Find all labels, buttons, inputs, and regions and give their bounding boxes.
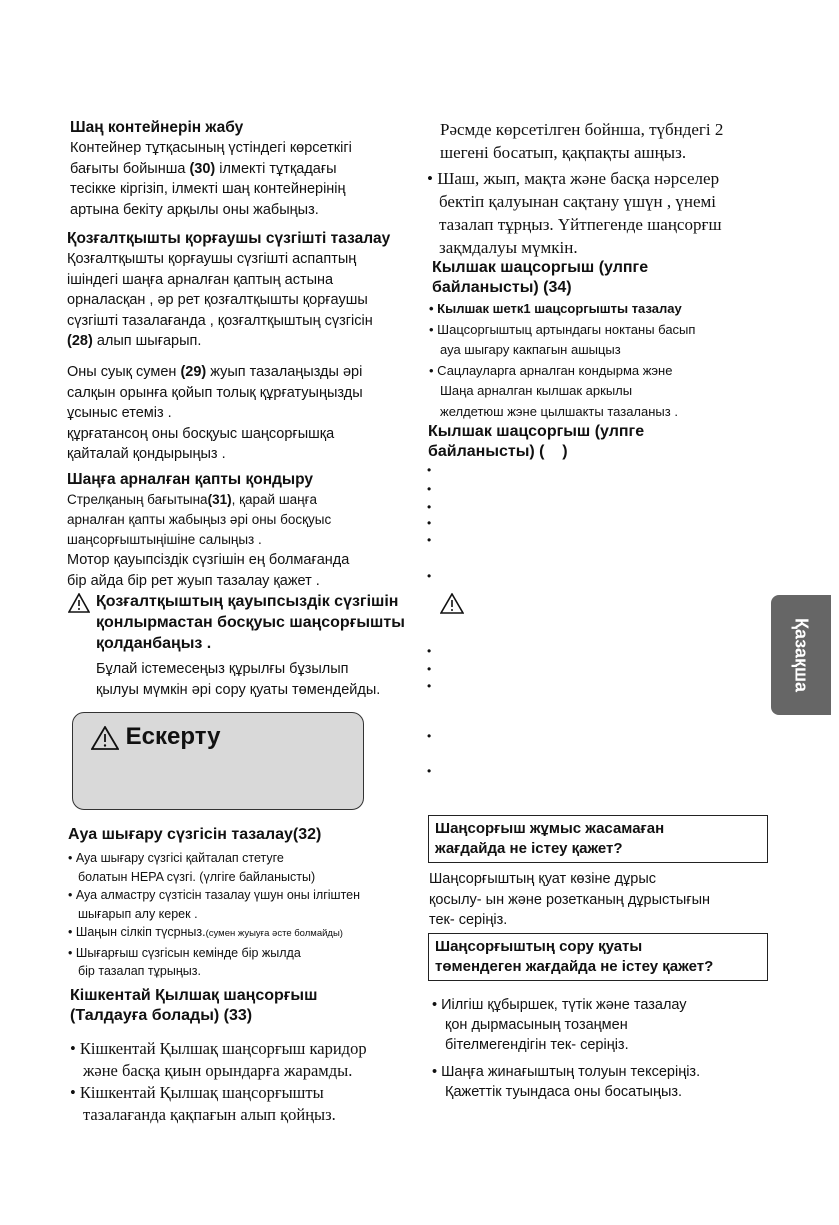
paragraph-line: шегені босатып, қақпақты ашңыз.	[440, 143, 687, 162]
paragraph-line: қайталай қондырыңыз .	[67, 446, 226, 462]
warning-line: қолданбаңыз .	[96, 635, 212, 652]
paragraph-line: Контейнер тұтқасының үстіндегі көрсеткігі	[70, 140, 352, 156]
list-item-cont: бір тазалап тұрыңыз.	[78, 964, 201, 978]
answer-low-suction	[432, 995, 700, 1102]
section-hair-bullet	[427, 167, 722, 259]
bullet-marker: •	[427, 764, 432, 778]
bullet-marker: •	[427, 533, 432, 547]
list-item: • Ауа алмастру сүзтісін тазалау үшун оны ілгіштен	[68, 888, 361, 902]
paragraph-line: тек- серіңіз.	[429, 912, 508, 928]
list-item-cont: болатын HEPA сүзгі. (үлгіге байланысты)	[78, 869, 316, 884]
paragraph-line: тесікке кіргізіп, ілмекті шаң контейнерінің	[70, 181, 346, 197]
section-washing	[67, 362, 363, 465]
paragraph-line: Қозғалтқышты қорғаушы сүзгішті аспаптың	[67, 251, 357, 267]
list-item-cont: ауа шыгару какпагын ашыцыз	[440, 342, 621, 357]
warning-line: Қозғалтқыштың қауыпсыздік сүзгішін	[96, 593, 399, 610]
list-item: • Кішкентай Қылшақ шаңсорғышты	[70, 1083, 324, 1102]
paragraph-line: салқын орынға қойып толық құрғатуыңызды	[67, 384, 363, 401]
section-title: Шаңға арналған қапты қондыру	[67, 471, 314, 488]
list-item-cont: зақмдалуы мүмкін.	[439, 238, 578, 257]
paragraph-line: Мотор қауыпсіздік сүзгішін ең болмағанда	[67, 552, 350, 568]
warning-text: қылуы мүмкін әрі сору қуаты төмендейды.	[96, 681, 381, 698]
bullet-marker: •	[427, 500, 432, 514]
bullet-marker: •	[427, 569, 432, 583]
list-item-cont: Шаңа арналган кылшак аркылы	[440, 383, 633, 398]
paragraph-line: бағыты бойынша (30) ілмекті тұтқадағы	[70, 160, 337, 177]
list-item: • Иілгіш құбыршек, түтік және тазалау	[432, 997, 687, 1013]
section-brush-1	[429, 258, 696, 422]
section-title: Кылшак шацсоргыш (улпге	[428, 423, 645, 440]
bullet-marker: •	[427, 644, 432, 658]
warning-text: Бұлай істемесеңыз құрылғы бұзылып	[96, 661, 349, 677]
section-dust-bag	[67, 470, 349, 591]
warning-icon	[91, 726, 119, 750]
list-item: • Шаш, жып, мақта және басқа нәрселер	[427, 169, 720, 188]
section-dust-container-close	[70, 118, 352, 220]
paragraph-line: орналасқан , әр рет қозғалтқышты қорғаушы	[67, 292, 368, 308]
section-title: (Талдауға болады) (33)	[70, 1007, 253, 1024]
list-item: • Сацлауларга арналган кондырма жэне	[429, 362, 673, 378]
language-tab[interactable]	[771, 595, 831, 715]
paragraph-line: Шаңсорғыштың қуат көзіне дұрыс	[429, 871, 657, 887]
list-item: • Кылшак шетк1 шацсоргышты тазалау	[429, 301, 682, 316]
section-title: Шаң контейнерін жабу	[70, 119, 244, 136]
list-item-cont: шығарып алу керек .	[78, 906, 198, 921]
paragraph-line: қосылу- ын және розетканың дұрыстығын	[429, 891, 711, 908]
list-item: • Шығарғыш сүзгісын кемінде бір жылда	[68, 945, 301, 960]
paragraph-line: ұсыныс етеміз .	[67, 405, 172, 421]
section-title: байланысты) ( )	[428, 443, 568, 460]
list-item: • Ауа шығару сүзгісі қайталап стетуге	[68, 851, 284, 865]
bullet-marker: •	[427, 729, 432, 743]
paragraph-line: ішіндегі шаңға арналған қаптың астына	[67, 271, 334, 288]
paragraph-line: шаңсорғыштыңішіне салыңыз .	[67, 532, 262, 547]
list-item-cont: бітелмегендігін тек- серіңіз.	[445, 1037, 629, 1053]
list-item: • Кішкентай Қылшақ шаңсорғыш каридор	[70, 1039, 367, 1058]
list-item-cont: бектіп қалуынан сақтану үшүн , үнемі	[439, 192, 717, 211]
paragraph-line: Рәсмде көрсетілген бойнша, түбндегі 2	[440, 120, 724, 139]
bullet-marker: •	[427, 679, 432, 693]
list-item-cont: тазалап тұрңыз. Үйтпегенде шаңсорғш	[439, 215, 722, 234]
section-title: Қозғалтқышты қорғаушы сүзгішті тазалау	[67, 230, 391, 247]
section-exhaust-filter	[68, 825, 360, 981]
section-title: Кішкентай Қылшақ шаңсорғыш	[70, 987, 318, 1004]
language-tab-label: Қазақша	[791, 618, 812, 692]
bullet-marker: •	[427, 482, 432, 496]
question-title: Шаңсорғыштың сору қуаты	[435, 938, 643, 955]
question-box-no-work	[428, 815, 768, 863]
list-item-cont: Қажеттік туындаса оны босатыңыз.	[445, 1084, 683, 1100]
section-brush-2	[428, 422, 644, 462]
paragraph-line: құрғатансоң оны босқуыс шаңсорғышқа	[67, 425, 335, 442]
paragraph-line: сүзгішті тазалағанда , қозғалтқыштың сүзгісін	[67, 312, 373, 329]
bullet-marker: •	[427, 516, 432, 530]
list-item: • Шацсоргыштыц артындагы ноктаны басып	[429, 321, 696, 337]
paragraph-line: Стрелқаның бағытына(31), қарай шаңға	[67, 492, 318, 507]
question-title: төмендеген жағдайда не істеу қажет?	[435, 958, 714, 975]
caution-box	[72, 712, 364, 810]
list-item-cont: желдетюш жэне цылшакты тазаланыз .	[440, 403, 678, 419]
question-box-low-suction	[428, 933, 768, 981]
bullet-marker: •	[427, 463, 432, 477]
warning-line: қонлырмастан босқуыс шаңсорғышты	[96, 614, 405, 631]
question-title: Шаңсорғыш жұмыс жасамаған	[435, 820, 665, 837]
section-title: Ауа шығару сүзгісін тазалау(32)	[68, 826, 322, 843]
section-intro	[440, 118, 723, 164]
list-item-cont: тазалағанда қақпағын алып қойңыз.	[83, 1105, 336, 1124]
paragraph-line: арналған қапты жабыңыз әрі оны босқуыс	[67, 512, 332, 527]
bullet-marker: •	[427, 662, 432, 676]
section-title: байланысты) (34)	[432, 279, 572, 296]
list-item-cont: және басқа қиын орындарға жарамды.	[83, 1061, 353, 1080]
paragraph-line: артына бекіту арқылы оны жабыңыз.	[70, 201, 319, 218]
warning-icon	[68, 593, 90, 613]
list-item: • Шаңын сілкіп түсрныз.(сумен жуыуға әсте болмайды)	[68, 925, 343, 939]
list-item: • Шаңға жинағыштың толуын тексеріңіз.	[432, 1064, 701, 1080]
warning-icon	[440, 593, 464, 614]
section-motor-filter	[67, 229, 390, 352]
section-small-brush	[70, 986, 367, 1126]
answer-no-work	[429, 869, 710, 931]
paragraph-line: бір айда бір рет жуып тазалау қажет .	[67, 572, 320, 589]
caution-title: Ескерту	[91, 723, 220, 751]
list-item-cont: қон дырмасының тозаңмен	[445, 1017, 628, 1033]
question-title: жағдайда не істеу қажет?	[435, 840, 623, 857]
paragraph-line: (28) алып шығарып.	[67, 333, 202, 349]
paragraph-line: Оны суық сумен (29) жуып тазалаңызды әрі	[67, 364, 363, 380]
section-title: Кылшак шацсоргыш (улпге	[432, 259, 649, 276]
